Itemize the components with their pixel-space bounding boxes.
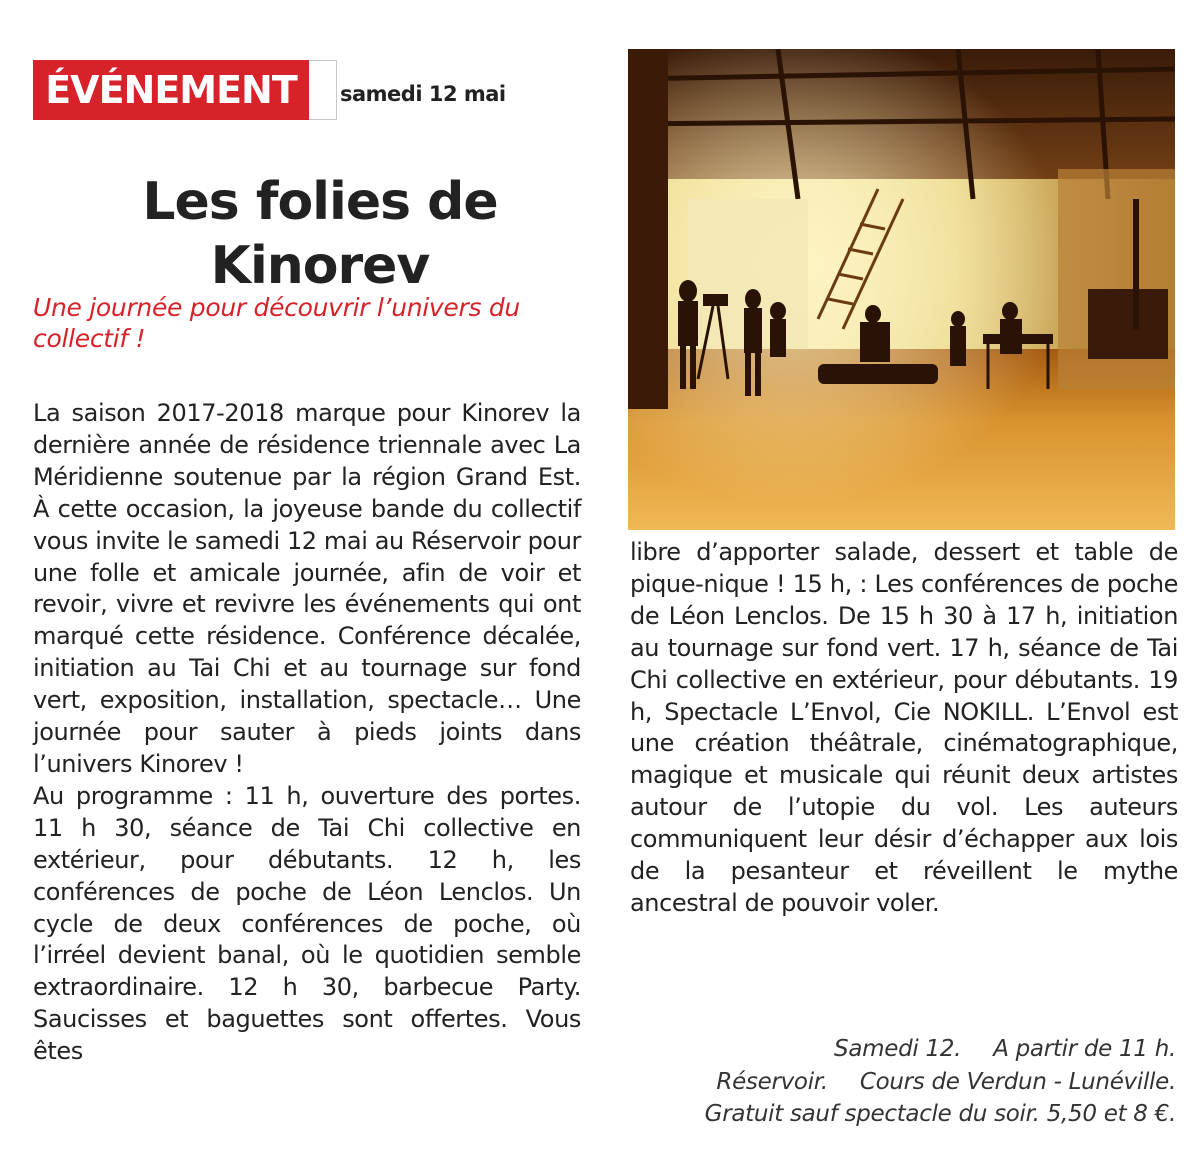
paragraph-program-continued: libre d’apporter salade, dessert et table de pique-nique ! 15 h, : Les conférences de poche de Léon Lenclos. De 15 h 30 à 17 h, initiation au tournage sur fond vert. 17 h, séance de Tai Chi collective en extérieur, pour débutants. 19 h, Spectacle L’Envol, Cie NOKILL. L’Envol est une création théâtrale, cinématographique, magique et musicale qui réunit deux artistes autour de l’utopie du vol. Les auteurs communiquent leur désir d’échapper aux lois de la pesanteur et réveillent le mythe ancestral de pouvoir voler. — [630, 538, 1178, 917]
studio-photo — [628, 49, 1175, 530]
event-date: samedi 12 mai — [340, 82, 506, 106]
article-title: Les folies de Kinorev — [142, 172, 498, 296]
event-tag: ÉVÉNEMENT — [33, 60, 309, 120]
paragraph-program: Au programme : 11 h, ouverture des portes. 11 h 30, séance de Tai Chi collective en extérieur, pour débutants. 12 h, les conférences de poche de Léon Lenclos. Un cycle de deux conférences de poche, où l’irréel devient banal, où le quotidien semble extraordinaire. 12 h 30, barbecue Party. Saucisses et baguettes sont offertes. Vous êtes — [33, 781, 581, 1066]
right-column — [630, 537, 1178, 920]
info-venue: Réservoir. — [716, 1068, 828, 1095]
practical-info — [616, 1033, 1176, 1131]
info-line-1 — [616, 1033, 1176, 1066]
info-address: Cours de Verdun - Lunéville. — [859, 1068, 1176, 1095]
info-time: A partir de 11 h. — [993, 1036, 1176, 1062]
info-line-2 — [616, 1066, 1176, 1099]
left-column — [33, 398, 581, 1068]
article-subtitle: Une journée pour découvrir l’univers du collectif ! — [33, 293, 520, 353]
info-day: Samedi 12. — [834, 1036, 962, 1062]
info-line-3 — [616, 1098, 1176, 1131]
paragraph-intro: La saison 2017-2018 marque pour Kinorev la dernière année de résidence triennale avec La Méridienne soutenue par la région Grand Est. À cette occasion, la joyeuse bande du collectif vous invite le samedi 12 mai au Réservoir pour une folle et amicale journée, afin de voir et revoir, vivre et revivre les événements qui ont marqué cette résidence. Conférence décalée, initiation au Tai Chi et au tournage sur fond vert, exposition, installation, spectacle… Une journée pour sauter à pieds joints dans l’univers Kinorev ! — [33, 399, 581, 778]
info-price: Gratuit sauf spectacle du soir. 5,50 et 8 €. — [704, 1101, 1176, 1127]
